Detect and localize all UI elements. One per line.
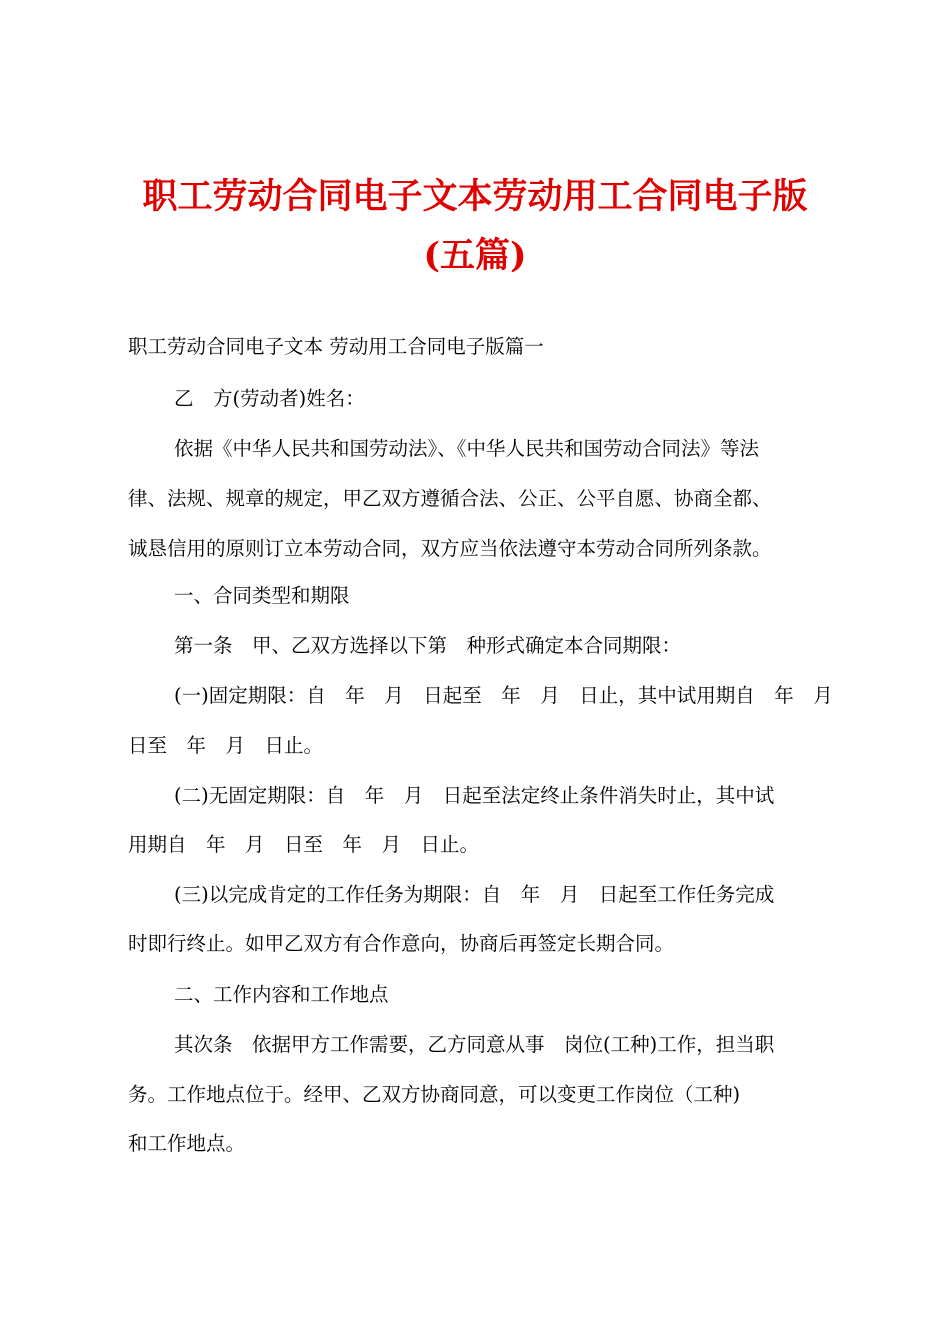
article-1-text: 第一条 甲、乙双方选择以下第 种形式确定本合同期限： (174, 634, 682, 657)
document-subtitle: 职工劳动合同电子文本 劳动用工合同电子版篇一 (128, 335, 544, 358)
section-1-heading: 一、合同类型和期限 (174, 584, 350, 607)
document-title-line-1: 职工劳动合同电子文本劳动用工合同电子版 (142, 176, 808, 217)
intro-paragraph-line: 诚恳信用的原则订立本劳动合同，双方应当依法遵守本劳动合同所列条款。 (128, 537, 772, 560)
term-task-line: 时即行终止。如甲乙双方有合作意向，协商后再签定长期合同。 (128, 932, 675, 955)
term-open-line: (二)无固定期限：自 年 月 日起至法定终止条件消失时止，其中试 (174, 784, 775, 807)
term-fixed-line: 日至 年 月 日止。 (128, 734, 324, 757)
article-2-line: 其次条 依据甲方工作需要，乙方同意从事 岗位(工种)工作，担当职 (174, 1033, 775, 1056)
article-2-line: 和工作地点。 (128, 1132, 246, 1155)
term-fixed-line: (一)固定期限：自 年 月 日起至 年 月 日止，其中试用期自 年 月 (174, 684, 833, 707)
term-task-line: (三)以完成肯定的工作任务为期限：自 年 月 日起至工作任务完成 (174, 883, 775, 906)
document-title-line-2: (五篇) (423, 235, 527, 276)
intro-paragraph-line: 依据《中华人民共和国劳动法》、《中华人民共和国劳动合同法》等法 (174, 437, 760, 460)
party-b-name-line: 乙 方(劳动者)姓名： (174, 387, 365, 410)
term-open-line: 用期自 年 月 日至 年 月 日止。 (128, 833, 480, 856)
article-2-line: 务。工作地点位于。经甲、乙双方协商同意，可以变更工作岗位（工种) (128, 1083, 741, 1106)
section-2-heading: 二、工作内容和工作地点 (174, 983, 389, 1006)
intro-paragraph-line: 律、法规、规章的规定，甲乙双方遵循合法、公正、公平自愿、协商全都、 (128, 487, 772, 510)
